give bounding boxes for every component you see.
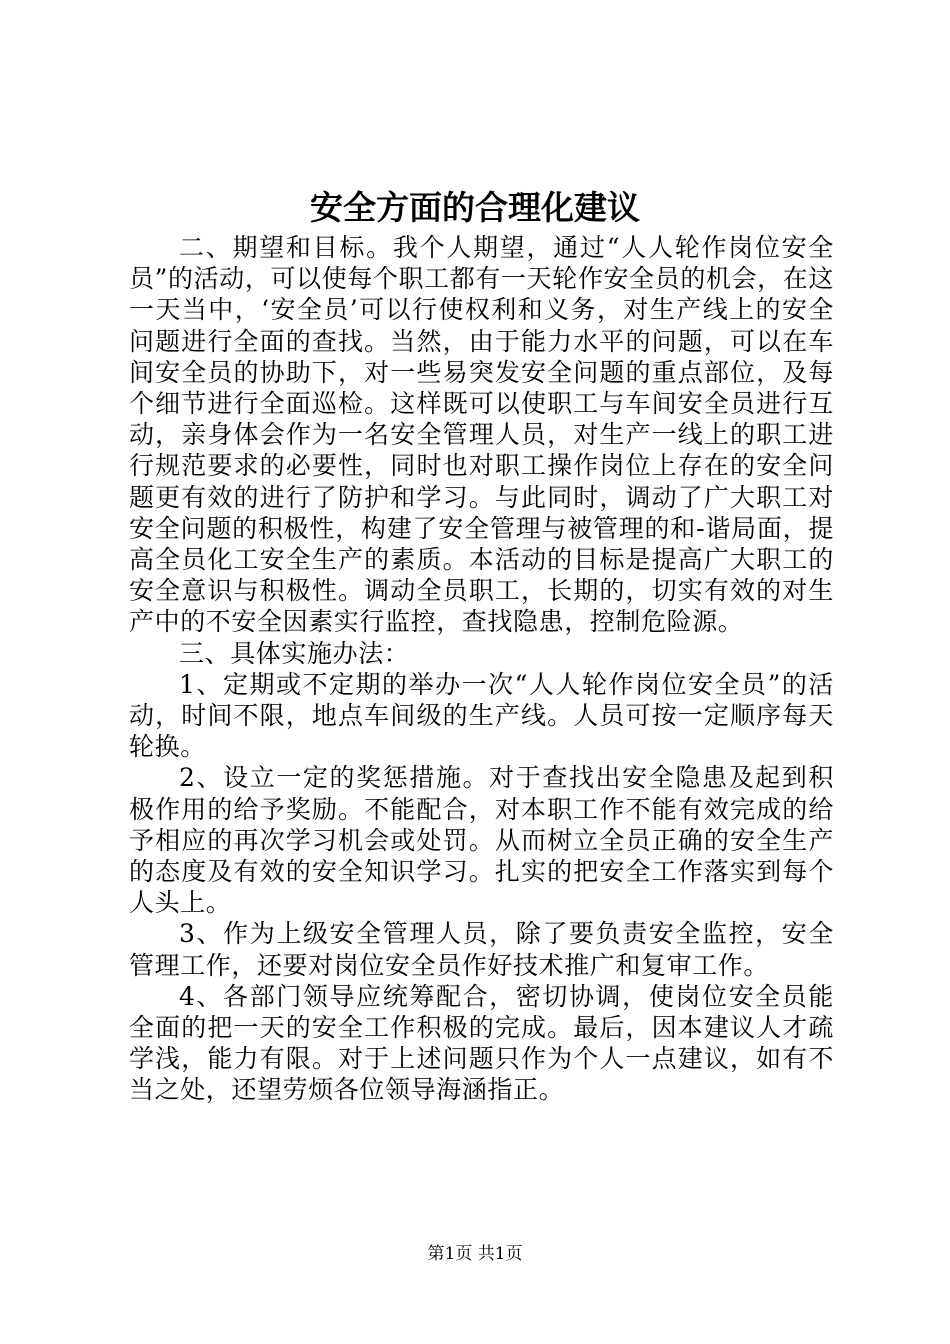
page-footer: 第1页 共1页 [427, 1244, 523, 1264]
paragraph-expectations-goals: 二、期望和目标。我个人期望，通过“人人轮作岗位安全员”的活动，可以使每个职工都有一天轮作安全员的机会，在这一天当中，‘安全员’可以行使权利和义务，对生产线上的安全问题进行全面的查找。当然，由于能力水平的问题，可以在车间安全员的协助下，对一些易突发安全问题的重点部位，及每个细节进行全面巡检。这样既可以使职工与车间安全员进行互动，亲身体会作为一名安全管理人员，对生产一线上的职工进行规范要求的必要性，同时也对职工操作岗位上存在的安全问题更有效的进行了防护和学习。与此同时，调动了广大职工对安全问题的积极性，构建了安全管理与被管理的和-谐局面，提高全员化工安全生产的素质。本活动的目标是提高广大职工的安全意识与积极性。调动全员职工，长期的，切实有效的对生产中的不安全因素实行监控，查找隐患，控制危险源。 [129, 233, 834, 637]
document-body [129, 232, 834, 1106]
paragraph-item-1: 1、定期或不定期的举办一次“人人轮作岗位安全员”的活动，时间不限，地点车间级的生产线。人员可按一定顺序每天轮换。 [129, 669, 834, 762]
paragraph-implementation-heading: 三、具体实施办法： [179, 638, 410, 668]
document-title: 安全方面的合理化建议 [310, 188, 640, 227]
paragraph-item-4: 4、各部门领导应统筹配合，密切协调，使岗位安全员能全面的把一天的安全工作积极的完成。最后，因本建议人才疏学浅，能力有限。对于上述问题只作为个人一点建议，如有不当之处，还望劳烦各位领导海涵指正。 [129, 981, 834, 1105]
paragraph-item-2: 2、设立一定的奖惩措施。对于查找出安全隐患及起到积极作用的给予奖励。不能配合，对本职工作不能有效完成的给予相应的再次学习机会或处罚。从而树立全员正确的安全生产的态度及有效的安全知识学习。扎实的把安全工作落实到每个人头上。 [129, 763, 834, 918]
paragraph-item-3: 3、作为上级安全管理人员，除了要负责安全监控，安全管理工作，还要对岗位安全员作好技术推广和复审工作。 [129, 919, 834, 980]
